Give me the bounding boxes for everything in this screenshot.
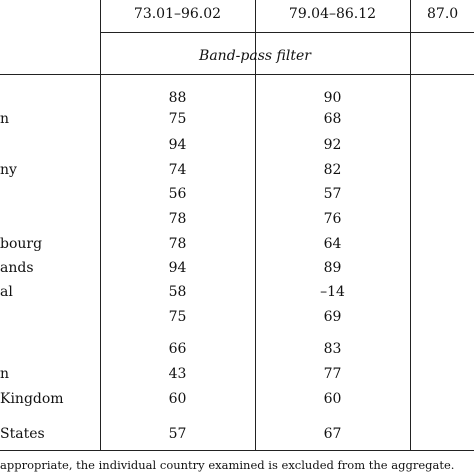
section-title: Band-pass filter (199, 48, 311, 64)
row-value-1: 78 (168, 236, 187, 252)
section-rule (0, 74, 474, 75)
row-value-2: 67 (323, 426, 342, 442)
row-label: States (0, 426, 45, 442)
row-value-1: 75 (168, 111, 187, 127)
row-value-1: 56 (168, 186, 187, 202)
row-value-2: 77 (323, 366, 342, 382)
row-value-1: 88 (168, 90, 187, 106)
row-label: n (0, 366, 10, 382)
row-value-2: –14 (320, 284, 345, 300)
row-label: ands (0, 260, 34, 276)
row-value-1: 43 (168, 366, 187, 382)
column-divider-3 (410, 0, 411, 450)
row-value-1: 66 (168, 341, 187, 357)
table-bottom-rule (0, 450, 474, 451)
row-value-2: 89 (323, 260, 342, 276)
row-label: al (0, 284, 13, 300)
row-value-1: 75 (168, 309, 187, 325)
row-value-1: 60 (168, 391, 187, 407)
row-value-2: 76 (323, 211, 342, 227)
row-value-2: 82 (323, 162, 342, 178)
row-value-2: 83 (323, 341, 342, 357)
row-value-1: 57 (168, 426, 187, 442)
row-value-1: 74 (168, 162, 187, 178)
row-value-2: 60 (323, 391, 342, 407)
row-value-2: 68 (323, 111, 342, 127)
row-label: ny (0, 162, 17, 178)
row-label: Kingdom (0, 391, 64, 407)
table-footnote: appropriate, the individual country examined is excluded from the aggregate. (0, 458, 455, 472)
column-header-3: 87.0 (427, 6, 459, 22)
column-header-2: 79.04–86.12 (288, 6, 377, 22)
row-value-2: 57 (323, 186, 342, 202)
row-value-2: 69 (323, 309, 342, 325)
column-header-1: 73.01–96.02 (133, 6, 222, 22)
row-label: n (0, 111, 10, 127)
header-rule (100, 32, 474, 33)
row-label: bourg (0, 236, 43, 252)
row-value-2: 92 (323, 137, 342, 153)
row-value-1: 94 (168, 260, 187, 276)
row-value-1: 58 (168, 284, 187, 300)
row-value-1: 94 (168, 137, 187, 153)
row-value-1: 78 (168, 211, 187, 227)
row-value-2: 64 (323, 236, 342, 252)
row-value-2: 90 (323, 90, 342, 106)
